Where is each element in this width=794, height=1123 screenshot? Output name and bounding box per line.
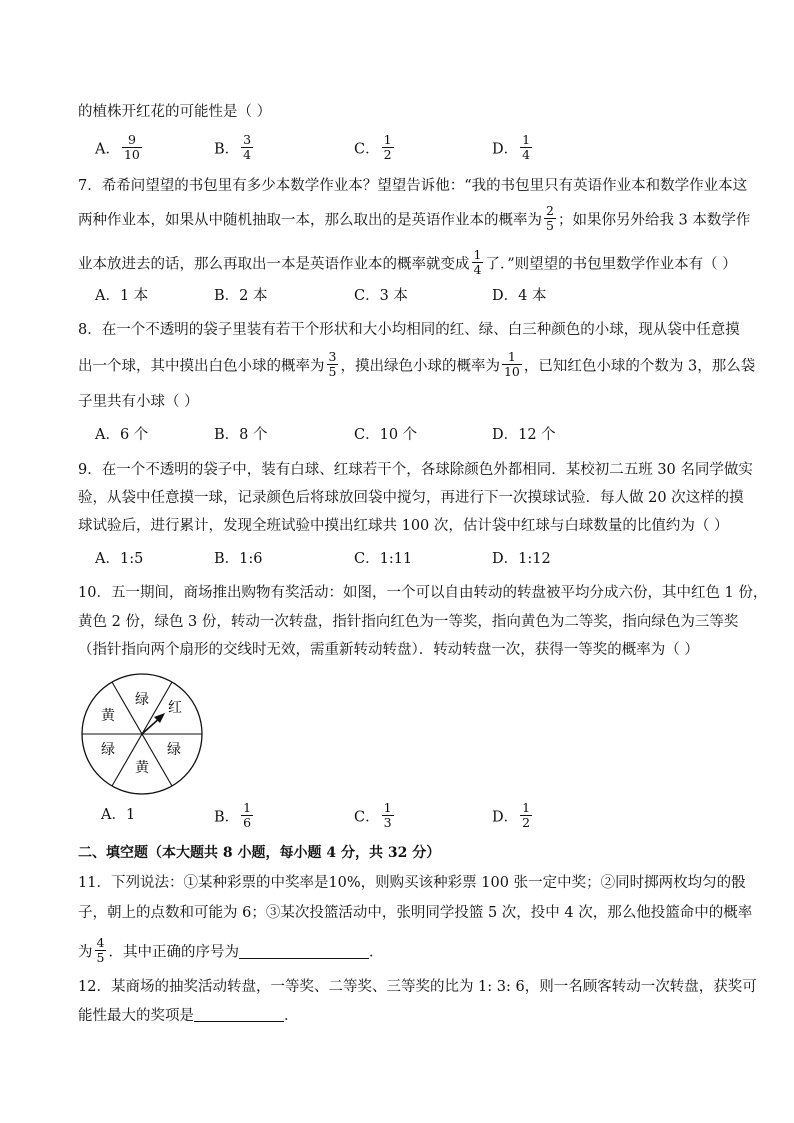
q9-line1: 9．在一个不透明的袋子中，装有白球、红球若干个，各球除颜色外都相同．某校初二五班 30 名同学做实 [78,462,753,478]
q10-option-d: D． $\frac{1}{2}$ [492,800,531,830]
q12-line2: 能性最大的奖项是 ． [78,1008,299,1024]
q7-line3: 业本放进去的话，那么再取出一本是英语作业本的概率就变成 $\frac{1}{4}$ 了．”则望望的书包里数学作业本有（ ） [78,247,737,277]
wheel-sector-3: 绿 [167,742,181,758]
q7-option-a: A．1 本 [95,288,149,304]
q6-option-c: C． $\frac{1}{2}$ [354,132,392,162]
q7-option-c: C．3 本 [354,288,408,304]
q10-line3: （指针指向两个扇形的交线时无效，需重新转动转盘）．转动转盘一次，获得一等奖的概率为（ ） [78,642,699,658]
q10-line2: 黄色 2 份，绿色 3 份，转动一次转盘，指针指向红色为一等奖，指向黄色为二等奖，指向绿色为三等奖 [78,614,739,630]
q8-option-d: D．12 个 [492,427,556,443]
q6-text: 的植株开红花的可能性是（ ） [78,104,272,120]
q8-line1: 8．在一个不透明的袋子里装有若干个形状和大小均相同的红、绿、白三种颜色的小球，现从袋中任意摸 [78,322,740,338]
answer-blank[interactable] [194,1007,284,1022]
spinner-wheel [80,672,204,796]
q6-option-b: B． $\frac{3}{4}$ [214,132,252,162]
q9-option-d: D．1:12 [492,551,551,567]
q6-option-d: D． $\frac{1}{4}$ [492,132,531,162]
q10-option-b: B． $\frac{1}{6}$ [214,800,252,830]
section-2-title: 二、填空题（本大题共 8 小题，每小题 4 分，共 32 分） [78,845,441,861]
q9-option-a: A．1:5 [95,551,144,567]
wheel-sector-1: 绿 [135,692,149,708]
q8-option-c: C．10 个 [354,427,418,443]
q9-option-c: C．1:11 [354,551,413,567]
wheel-sector-4: 黄 [135,760,149,776]
q8-option-a: A．6 个 [95,427,149,443]
q10-option-c: C． $\frac{1}{3}$ [354,800,392,830]
q11-line2: 子，朝上的点数和可能为 6；③某次投篮活动中，张明同学投篮 5 次，投中 4 次，那么他投篮命中的概率 [78,905,753,921]
wheel-sector-2: 红 [168,700,182,716]
q8-option-b: B．8 个 [214,427,268,443]
q11-line3: 为 $\frac{4}{5}$ ．其中正确的序号为 ． [78,935,384,965]
q10-option-a: A．1 [101,807,136,823]
q8-line2: 出一个球，其中摸出白色小球的概率为 $\frac{3}{5}$ ，摸出绿色小球的概率为 $\frac{1}{10}$ ，已知红色小球的个数为 3，那么袋 [78,349,756,379]
q7-option-b: B．2 本 [214,288,268,304]
q10-line1: 10．五一期间，商场推出购物有奖活动：如图，一个可以自由转动的转盘被平均分成六份，其中红色 1 份， [78,585,768,601]
q8-line3: 子里共有小球（ ） [78,394,199,410]
q6-option-a: A． $\frac{9}{10}$ [95,132,140,162]
q7-line1: 7．希希问望望的书包里有多少本数学作业本？望望告诉他：“我的书包里只有英语作业本和数学作业本这 [78,178,748,194]
q7-option-d: D．4 本 [492,288,547,304]
q11-line1: 11．下列说法：①某种彩票的中奖率是10%，则购买该种彩票 100 张一定中奖；②同时掷两枚均匀的骰 [78,875,746,891]
q9-line3: 球试验后，进行累计，发现全班试验中摸出红球共 100 次，估计袋中红球与白球数量的比值约为（ ） [78,518,729,534]
q9-option-b: B．1:6 [214,551,263,567]
wheel-sector-5: 绿 [101,742,115,758]
answer-blank[interactable] [239,944,369,959]
wheel-sector-6: 黄 [101,708,115,724]
q9-line2: 验，从袋中任意摸一球，记录颜色后将球放回袋中搅匀，再进行下一次摸球试验．每人做 20 次这样的摸 [78,490,744,506]
q7-line2: 两种作业本，如果从中随机抽取一本，那么取出的是英语作业本的概率为 $\frac{2}{5}$ ；如果你另外给我 3 本数学作 [78,203,751,233]
q12-line1: 12．某商场的抽奖活动转盘，一等奖、二等奖、三等奖的比为 1: 3: 6，则一名顾客转动一次转盘，获奖可 [78,979,757,995]
